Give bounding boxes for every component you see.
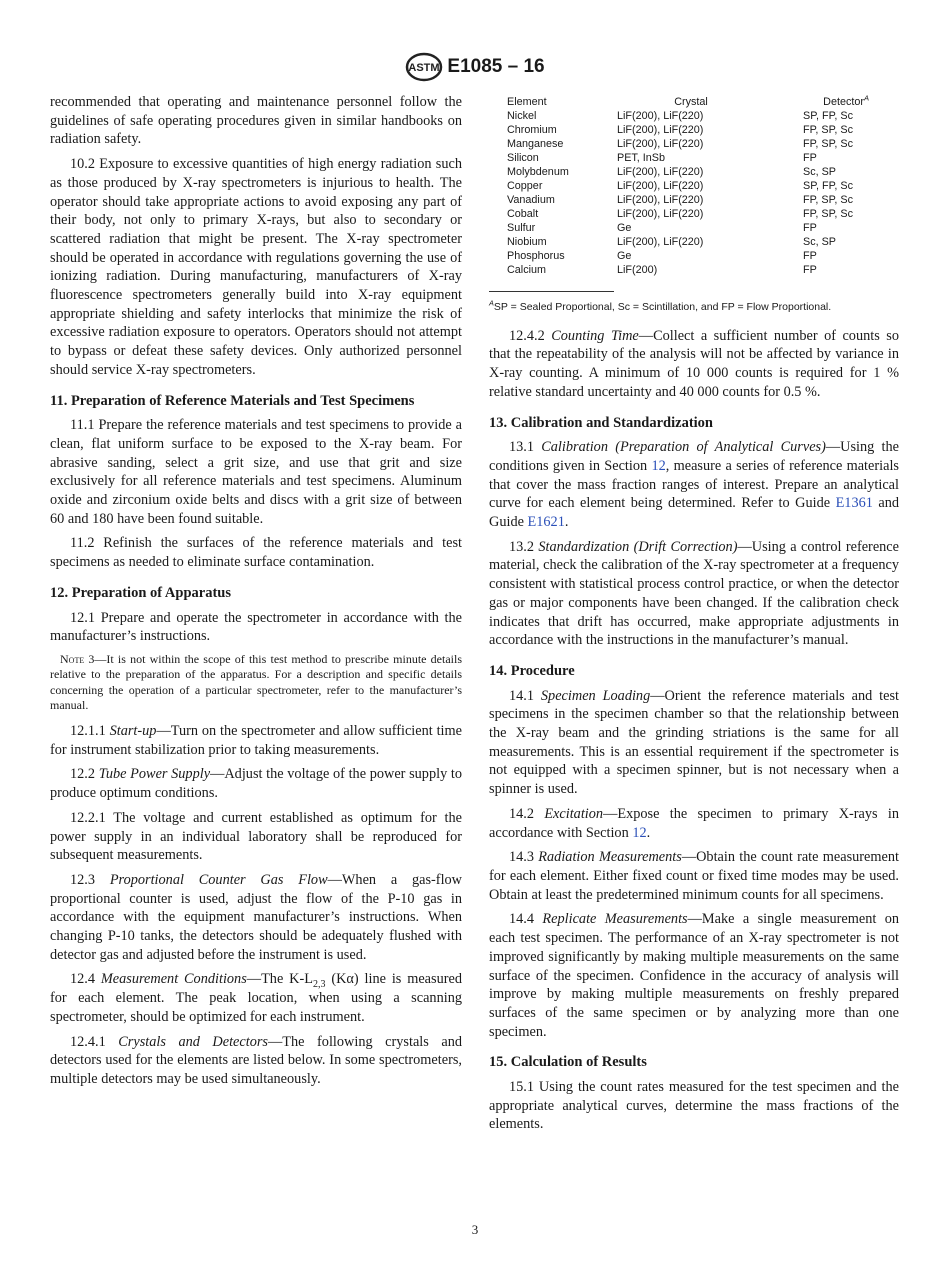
para-text: .	[646, 824, 651, 841]
footnote-mark: A	[863, 93, 869, 103]
cell-crystal: LiF(200), LiF(220)	[617, 166, 704, 178]
table-row	[489, 165, 889, 179]
page-header	[0, 52, 950, 82]
guide-e1621-link[interactable]: E1621	[527, 514, 565, 531]
para-num: 14.1	[509, 687, 541, 704]
section-heading-15: 15. Calculation of Results	[489, 1054, 647, 1071]
note-3	[50, 652, 462, 714]
cell-detector: FP	[803, 250, 817, 262]
table-row	[489, 151, 889, 165]
para-text: (Kα) line is measured for each element. The peak location, when using a scanning spectrometer, should be optimized for each instrument.	[50, 971, 462, 1025]
column-header-element: Element	[507, 96, 547, 108]
paragraph-13-1	[489, 438, 899, 532]
cell-element: Nickel	[507, 110, 537, 122]
cell-element: Cobalt	[507, 208, 539, 220]
para-num: 12.1.1	[70, 722, 110, 739]
cell-detector: FP, SP, Sc	[803, 194, 854, 206]
page-number: 3	[471, 1222, 479, 1237]
para-title: Radiation Measurements	[538, 849, 682, 866]
paragraph-11-2: 11.2 Refinish the surfaces of the reference materials and test specimens as needed to eliminate surface contamination.	[50, 535, 462, 571]
para-text: —Using a control reference material, check the calibration of the X-ray spectrometer at a frequency consistent with statistical process control practice, or when the detector gas or major components have been changed. If the calibration check indicates that drift has occurred, make appropriate adjustments in accordance with the instructions in the manufacturer’s manual.	[489, 538, 899, 649]
cell-detector: FP, SP, Sc	[803, 138, 854, 150]
paragraph-12-1-1	[50, 722, 462, 759]
paragraph: recommended that operating and maintenance personnel follow the guidelines of safe operating procedures given in similar handbooks on radiation safety.	[50, 94, 462, 148]
cell-element: Silicon	[507, 152, 539, 164]
para-text: —Adjust the voltage of the power supply to produce optimum conditions.	[50, 766, 463, 802]
para-text: —Orient the reference materials and test specimens in the specimen chamber so that the relationship between the X-ray beam and the grinding striations is the same for all measurements. This is an essential requirement if the spectrometer is not equipped with a specimen spinner, but is not necessary when a spinner is used.	[489, 687, 899, 798]
paragraph-14-2	[489, 805, 899, 842]
cell-detector: FP, SP, Sc	[803, 208, 854, 220]
table-row	[489, 193, 889, 207]
svg-text:ASTM: ASTM	[408, 62, 440, 74]
cell-crystal: LiF(200), LiF(220)	[617, 208, 704, 220]
para-num: 14.2	[509, 805, 545, 822]
para-num: 13.1	[509, 439, 542, 456]
cell-crystal: LiF(200), LiF(220)	[617, 110, 704, 122]
para-title: Replicate Measurements	[542, 911, 688, 928]
cell-detector: SP, FP, Sc	[803, 180, 854, 192]
cell-element: Niobium	[507, 236, 547, 248]
header-text: Detector	[823, 96, 864, 108]
note-label: Note 3	[60, 651, 95, 666]
para-num: 14.3	[509, 849, 539, 866]
para-text: —Make a single measurement on each test specimen. The performance of an X-ray spectrometer is not improved significantly by making multiple measurements on the same surface of the specimen. Confidence in the accuracy of analysis will improve by making multiple measurements on freshly prepared surfaces of the same specimen or by analyzing more than one specimen.	[489, 911, 899, 1040]
para-text: —Collect a sufficient number of counts so that the repeatability of the analysis will not be affected by variance in X-ray counting. A minimum of 10 000 counts is required for 1 % relative standard uncertainty and 40 000 counts for 0.5 %.	[489, 327, 899, 400]
paragraph-13-2	[489, 538, 899, 650]
para-title: Calibration (Preparation of Analytical Curves)	[541, 439, 826, 456]
paragraph-12-1: 12.1 Prepare and operate the spectrometer in accordance with the manufacturer’s instructions.	[50, 609, 462, 645]
paragraph-14-1	[489, 687, 899, 799]
cell-crystal: Ge	[617, 250, 632, 262]
cell-crystal: LiF(200), LiF(220)	[617, 138, 704, 150]
footnote-mark: A	[489, 298, 494, 308]
table-footnote	[489, 298, 899, 317]
para-num: 12.4.1	[70, 1033, 119, 1050]
paragraph-12-3	[50, 871, 462, 965]
table-row	[489, 263, 889, 277]
section-heading-14: 14. Procedure	[489, 662, 575, 679]
cell-detector: FP	[803, 222, 817, 234]
table-row	[489, 249, 889, 263]
para-title: Excitation	[544, 805, 604, 822]
para-title: Tube Power Supply	[98, 766, 211, 783]
paragraph-10-2: 10.2 Exposure to excessive quantities of high energy radiation such as those produced by X-ray spectrometers is injurious to health. The operator should take appropriate actions to avoid exposing any part of their body, not only to primary X-rays, but also to secondary or scattered radiation that might be present. The X-ray spectrometer should be operated in accordance with regulations governing the use of ionizing radiation. During manufacturing, manufacturers of X-ray fluorescence spectrometers generally build into X-ray equipment appropriate shielding and safety interlocks that minimize the risk of excessive radiation exposure to operators. Operators should not attempt to bypass or defeat these safety devices. Only authorized personnel should service X-ray spectrometers.	[50, 156, 462, 378]
para-num: 13.2	[509, 538, 539, 555]
paragraph-12-4-1	[50, 1033, 462, 1089]
cell-detector: FP	[803, 152, 817, 164]
left-column	[50, 93, 462, 1095]
cell-element: Chromium	[507, 124, 557, 136]
paragraph-14-3	[489, 848, 899, 904]
right-column	[489, 93, 899, 1140]
para-title: Counting Time	[551, 327, 639, 344]
para-title: Standardization (Drift Correction)	[538, 538, 738, 555]
section-heading-12: 12. Preparation of Apparatus	[50, 584, 231, 601]
cell-crystal: LiF(200), LiF(220)	[617, 180, 704, 192]
cell-crystal: PET, InSb	[617, 152, 666, 164]
para-num: 12.4.2	[509, 327, 552, 344]
cell-element: Vanadium	[507, 194, 555, 206]
crystals-detectors-table	[489, 95, 889, 277]
column-header-detector	[765, 95, 889, 109]
cell-crystal: LiF(200)	[617, 264, 658, 276]
section-heading-13: 13. Calibration and Standardization	[489, 414, 713, 431]
table-row	[489, 235, 889, 249]
cell-detector: FP, SP, Sc	[803, 124, 854, 136]
para-text: —The K-L	[246, 971, 313, 988]
document-id: E1085 – 16	[447, 56, 545, 77]
para-text: —Turn on the spectrometer and allow sufficient time for instrument stabilization prior to taking measurements.	[50, 722, 462, 758]
cell-crystal: LiF(200), LiF(220)	[617, 124, 704, 136]
cell-crystal: LiF(200), LiF(220)	[617, 236, 704, 248]
para-text: —Expose the specimen to primary X-rays in accordance with Section	[489, 805, 899, 841]
table-row	[489, 179, 889, 193]
table-row	[489, 137, 889, 151]
cell-element: Phosphorus	[507, 250, 565, 262]
subscript: 2,3	[312, 979, 326, 991]
para-num: 12.2	[70, 766, 99, 783]
paragraph-14-4	[489, 910, 899, 1041]
para-num: 12.4	[70, 971, 101, 988]
section-heading-11: 11. Preparation of Reference Materials and Test Specimens	[50, 392, 415, 409]
paragraph-11-1: 11.1 Prepare the reference materials and test specimens to provide a clean, flat uniform surface to be exposed to the X-ray beam. For abrasive sanding, select a grit size, and use that grit and size exclusively for all reference materials and test specimens. Aluminum oxide and zirconium oxide belts and discs with a grit size of between 60 and 180 have been found suitable.	[50, 417, 462, 527]
note-text: —It is not within the scope of this test method to prescribe minute details relative to the preparation of the apparatus. For a description and specific details concerning the operation of a particular spectrometer, refer to the manufacturer’s manual.	[50, 651, 462, 713]
para-text: —The following crystals and detectors used for the elements are listed below. In some spectrometers, multiple detectors may be used simultaneously.	[50, 1033, 462, 1087]
para-title: Proportional Counter Gas Flow	[109, 871, 328, 888]
table-row	[489, 123, 889, 137]
cell-crystal: LiF(200), LiF(220)	[617, 194, 704, 206]
cell-crystal: Ge	[617, 222, 632, 234]
cell-detector: Sc, SP	[803, 166, 837, 178]
cell-element: Sulfur	[507, 222, 536, 234]
cell-element: Manganese	[507, 138, 564, 150]
para-num: 14.4	[509, 911, 543, 928]
paragraph-12-2	[50, 765, 462, 802]
para-title: Specimen Loading	[540, 687, 651, 704]
section-12-link[interactable]: 12	[632, 824, 647, 841]
column-header-crystal: Crystal	[674, 96, 708, 108]
table-header-row	[489, 95, 889, 109]
footnote-text: SP = Sealed Proportional, Sc = Scintillation, and FP = Flow Proportional.	[493, 301, 832, 313]
section-12-link[interactable]: 12	[651, 457, 666, 474]
para-text: .	[564, 514, 569, 531]
paragraph-12-4-2	[489, 327, 899, 402]
para-title: Crystals and Detectors	[118, 1033, 268, 1050]
para-text: —Using the conditions given in Section	[489, 439, 899, 474]
table-row	[489, 221, 889, 235]
cell-element: Calcium	[507, 264, 546, 276]
para-text: —When a gas-flow proportional counter is used, adjust the flow of the P-10 gas in accordance with the equipment manufacturer’s instructions. When changing P-10 tanks, the detectors should be adequately flushed with detector gas and adjusted before the instrument is used.	[50, 871, 463, 963]
para-title: Measurement Conditions	[100, 971, 247, 988]
cell-detector: SP, FP, Sc	[803, 110, 854, 122]
para-num: 12.3	[70, 871, 110, 888]
cell-detector: Sc, SP	[803, 236, 837, 248]
paragraph-15-1: 15.1 Using the count rates measured for the test specimen and the appropriate analytical curves, determine the mass fractions of the elements.	[489, 1079, 899, 1133]
cell-element: Molybdenum	[507, 166, 569, 178]
table-row	[489, 109, 889, 123]
para-text: and Guide	[489, 495, 900, 531]
guide-e1361-link[interactable]: E1361	[835, 495, 873, 512]
para-text: —Obtain the count rate measurement for each element. Either fixed count or fixed time modes may be used. Obtain at least the predetermined minimum counts for all specimens.	[489, 849, 899, 903]
astm-logo-icon	[405, 52, 443, 82]
paragraph-12-4	[50, 970, 462, 1026]
table-row	[489, 207, 889, 221]
para-title: Start-up	[109, 722, 157, 739]
cell-detector: FP	[803, 264, 817, 276]
paragraph-12-2-1: 12.2.1 The voltage and current established as optimum for the power supply in an individual laboratory shall be reproduced for subsequent measurements.	[50, 809, 462, 864]
footnote-divider	[489, 291, 614, 292]
cell-element: Copper	[507, 180, 543, 192]
para-text: , measure a series of reference materials that cover the mass fraction ranges of interest. Prepare an analytical curve for each element being determined. Refer to Guide	[489, 457, 899, 512]
